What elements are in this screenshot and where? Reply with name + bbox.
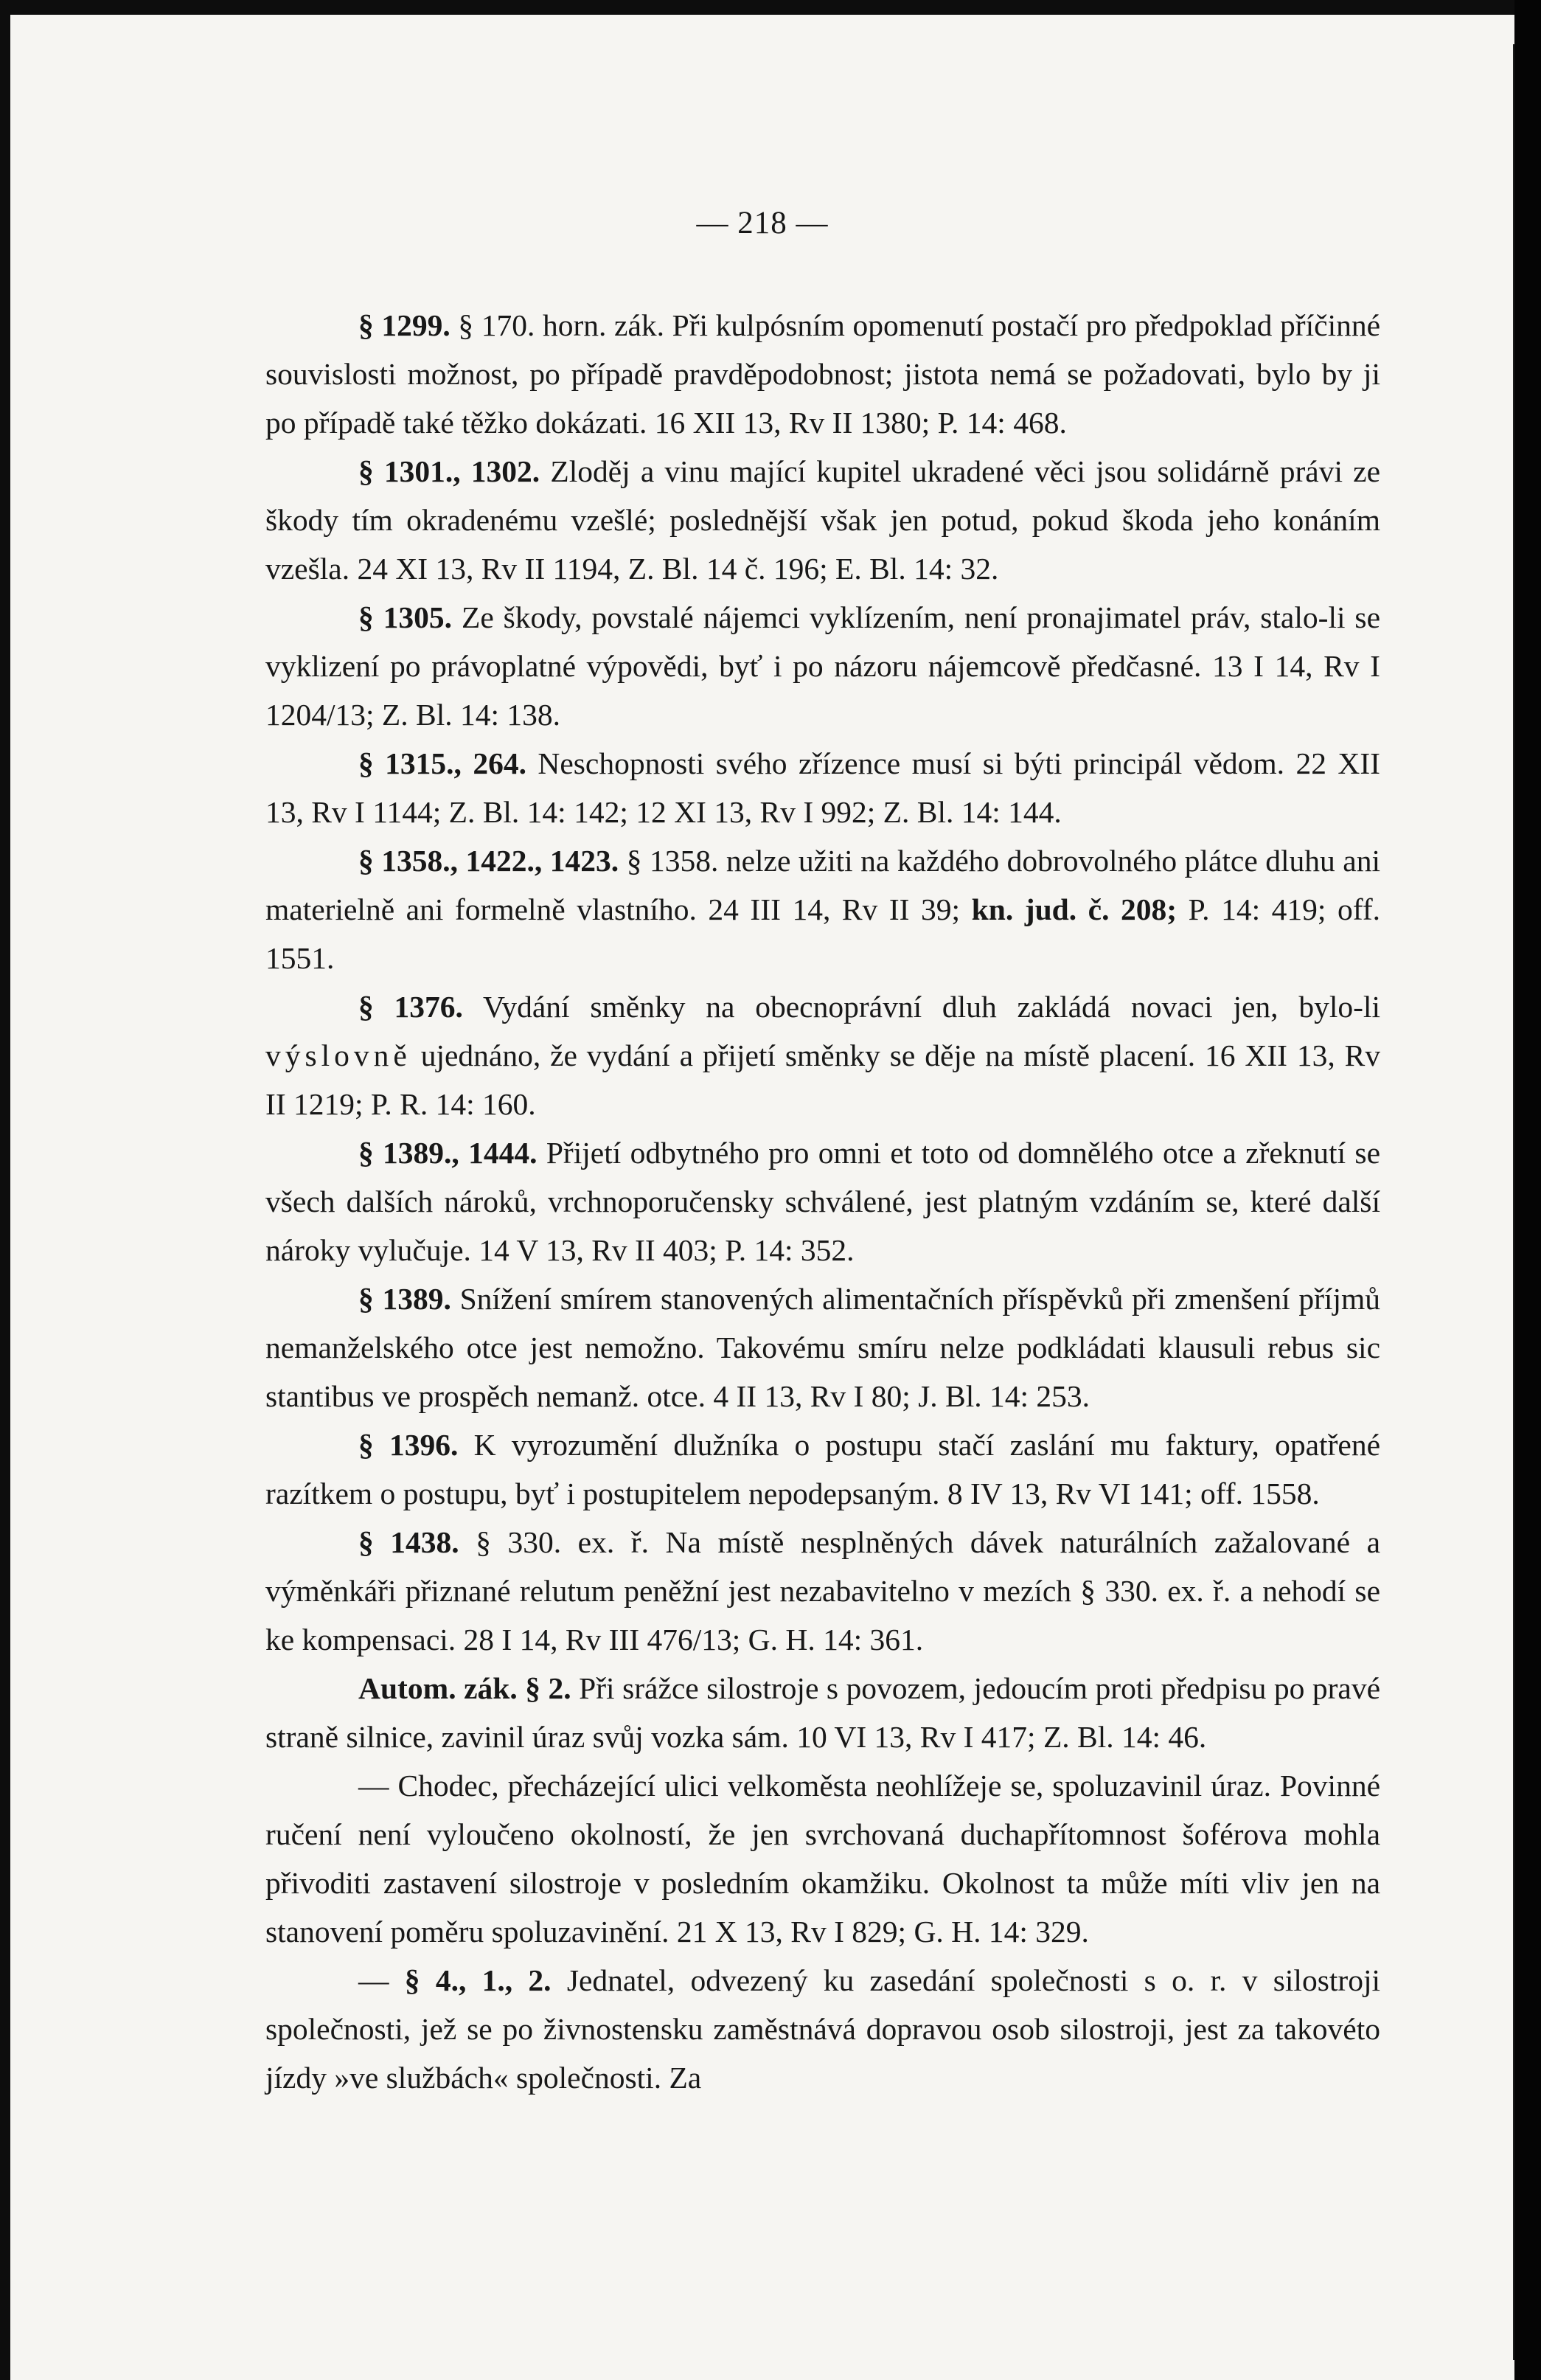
paragraph-1301 bbox=[265, 447, 1380, 593]
scan-edge-right bbox=[1514, 0, 1541, 2380]
bold-citation: kn. jud. č. 208; bbox=[971, 892, 1178, 926]
section-ref: § 1305. bbox=[358, 600, 453, 634]
paragraph-text: Snížení smírem stanovených alimentačních příspěvků při zmenšení příjmů nemanželského otce jest nemožno. Takovému smíru nelze podkládati klausuli rebus sic stantibus ve prospěch nemanž. otce. 4 II 13, Rv I 80; J. Bl. 14: 253. bbox=[265, 1282, 1381, 1413]
section-ref: § 1315., 264. bbox=[358, 746, 526, 780]
paragraph-1396 bbox=[265, 1420, 1380, 1518]
paragraph-1389 bbox=[265, 1274, 1380, 1420]
page-number: — 218 — bbox=[696, 206, 829, 240]
section-ref: § 1376. bbox=[358, 990, 463, 1024]
paragraph-text: § 330. ex. ř. Na místě nesplněných dávek naturálních zažalované a výměnkáři přiznané relutum peněžní jest nezabavitelno v mezích § 330. ex. ř. a nehodí se ke kompensaci. 28 I 14, Rv III 476/13; G. H. 14: 361. bbox=[265, 1525, 1380, 1656]
paragraph-text-after: ujednáno, že vydání a přijetí směnky se děje na místě placení. 16 XII 13, Rv II 1219; P. R. 14: 160. bbox=[265, 1038, 1380, 1121]
paragraph-chodec bbox=[265, 1761, 1380, 1956]
scan-shadow bbox=[1513, 44, 1514, 2360]
section-ref: § 1389. bbox=[358, 1282, 451, 1316]
paragraph-text-after: Jednatel, odvezený ku zasedání společnosti s o. r. v silostroji společnosti, jež se po živnostensku zaměstnává dopravou osob silostroji, jest za takovéto jízdy »ve službách« společnosti. Za bbox=[265, 1963, 1381, 2095]
paragraph-1358 bbox=[265, 836, 1380, 982]
paragraph-text: Neschopnosti svého zřízence musí si býti principál vědom. 22 XII 13, Rv I 1144; Z. Bl. 14: 142; 12 XI 13, Rv I 992; Z. Bl. 14: 144. bbox=[265, 746, 1380, 829]
emphasis-spaced: výslovně bbox=[265, 1038, 411, 1072]
paragraph-autom-4 bbox=[265, 1956, 1380, 2102]
paragraph-text: Při srážce silostroje s povozem, jedoucím proti předpisu po pravé straně silnice, zavinil úraz svůj vozka sám. 10 VI 13, Rv I 417; Z. Bl. 14: 46. bbox=[265, 1671, 1380, 1754]
section-ref: § 1299. bbox=[358, 308, 451, 342]
paragraph-1438 bbox=[265, 1518, 1380, 1664]
paragraph-1305 bbox=[265, 593, 1380, 739]
paragraph-text: § 1358. nelze užiti na každého dobrovolného plátce dluhu ani materielně ani formelně vlastního. 24 III 14, Rv II 39; bbox=[265, 844, 1380, 926]
paragraph-text: Přijetí odbytného pro omni et toto od domnělého otce a zřeknutí se všech dalších nároků, vrchnoporučensky schválené, jest platným vzdáním se, které další nároky vylučuje. 14 V 13, Rv II 403; P. 14: 352. bbox=[265, 1136, 1380, 1267]
section-ref: Autom. zák. § 2. bbox=[358, 1671, 571, 1705]
paragraph-text: § 170. horn. zák. Při kulpósním opomenutí postačí pro předpoklad příčinné souvislosti možnost, po případě pravděpodobnost; jistota nemá se požadovati, bylo by ji po případě také těžko dokázati. 16 XII 13, Rv II 1380; P. 14: 468. bbox=[265, 308, 1381, 440]
bold-citation: § 4., 1., 2. bbox=[404, 1963, 552, 1997]
paragraph-text: Vydání směnky na obecnoprávní dluh zakládá novaci jen, bylo-li bbox=[483, 990, 1380, 1024]
paragraph-1376 bbox=[265, 982, 1380, 1128]
paragraph-text: Zloděj a vinu mající kupitel ukradené věci jsou solidárně právi ze škody tím okradenému vzešlé; poslednější však jen potud, pokud škoda jeho konáním vzešla. 24 XI 13, Rv II 1194, Z. Bl. 14 č. 196; E. Bl. 14: 32. bbox=[265, 454, 1380, 586]
section-ref: § 1358., 1422., 1423. bbox=[358, 844, 619, 878]
book-page bbox=[10, 15, 1514, 2380]
paragraph-text: Ze škody, povstalé nájemci vyklízením, není pronajimatel práv, stalo-li se vyklizení po právoplatné výpovědi, byť i po názoru nájemcově předčasné. 13 I 14, Rv I 1204/13; Z. Bl. 14: 138. bbox=[265, 600, 1381, 732]
paragraph-1315 bbox=[265, 739, 1380, 836]
paragraph-text: — bbox=[358, 1963, 389, 1997]
paragraph-text: — Chodec, přecházející ulici velkoměsta neohlížeje se, spoluzavinil úraz. Povinné ručení není vyloučeno okolností, že jen svrchovaná duchapřítomnost šoférova mohla přivoditi zastavení silostroje v posledním okamžiku. Okolnost ta může míti vliv jen na stanovení poměru spoluzavinění. 21 X 13, Rv I 829; G. H. 14: 329. bbox=[265, 1769, 1380, 1949]
section-ref: § 1389., 1444. bbox=[358, 1136, 538, 1170]
paragraph-1389-1444 bbox=[265, 1128, 1380, 1274]
paragraph-autom-2 bbox=[265, 1664, 1380, 1761]
section-ref: § 1438. bbox=[358, 1525, 459, 1559]
paragraph-1299 bbox=[265, 301, 1380, 447]
paragraph-text: K vyrozumění dlužníka o postupu stačí zaslání mu faktury, opatřené razítkem o postupu, byť i postupitelem nepodepsaným. 8 IV 13, Rv VI 141; off. 1558. bbox=[265, 1428, 1380, 1510]
section-ref: § 1396. bbox=[358, 1428, 459, 1462]
section-ref: § 1301., 1302. bbox=[358, 454, 540, 488]
paragraph-text-after: P. 14: 419; off. 1551. bbox=[265, 892, 1381, 975]
page-body bbox=[265, 301, 1380, 2102]
